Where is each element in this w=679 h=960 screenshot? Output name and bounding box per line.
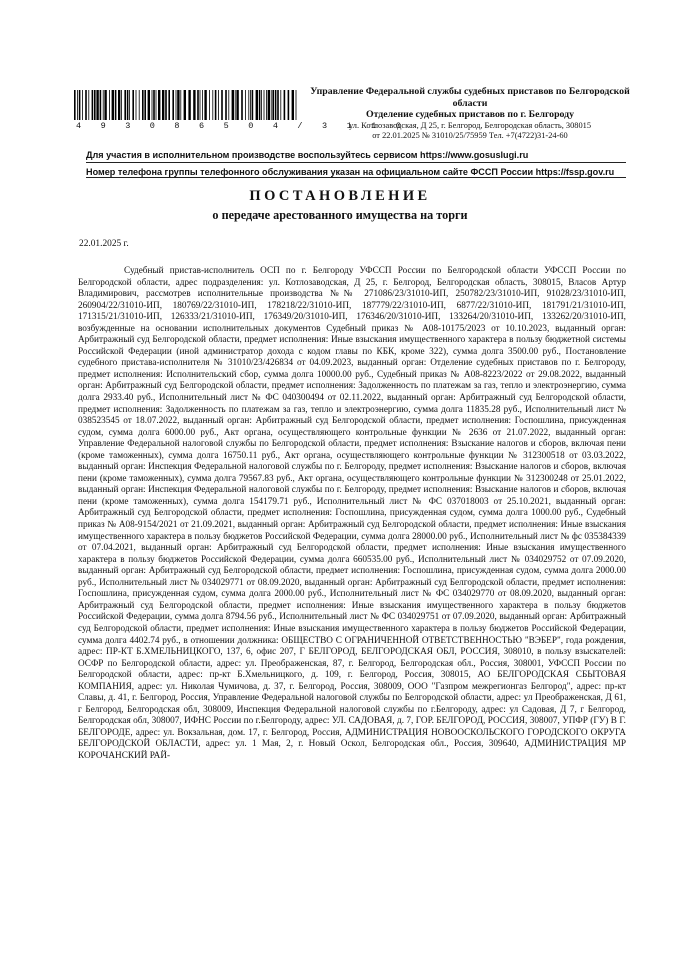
agency-name: Управление Федеральной службы судебных приставов по Белгородской области [310, 86, 630, 109]
barcode [74, 90, 298, 120]
agency-address: ул. Котлозаводская, Д 25, г. Белгород, Белгородская область, 308015 [348, 120, 592, 130]
registration-line: от 22.01.2025 № 31010/25/75959 Тел. +7(4722)31-24-60 [372, 130, 568, 140]
document-body: Судебный пристав-исполнитель ОСП по г. Белгороду УФССП России по Белгородской области УФССП России по Белгородской области, адрес подразделения: ул. Котлозаводская, Д 25, г. Белгород, Белгородская область, 308015, Власов Артур Владимирович, рассмотрев исполнительные производства №№ 271086/23/31010-ИП, 250782/23/31010-ИП, 91028/23/31010-ИП, 260904/22/31010-ИП, 180769/22/31010-ИП, 178218/22/31010-ИП, 187779/22/31010-ИП, 6877/22/31010-ИП, 181791/21/31010-ИП, 171315/21/31010-ИП, 126333/21/31010-ИП, 176349/20/31010-ИП, 176346/20/31010-ИП, 133264/20/31010-ИП, 133262/20/31010-ИП, возбужденные на основании исполнительных документов Судебный приказ № А08-10175/2023 от 10.10.2023, выданный орган: Арбитражный суд Белгородской области, предмет исполнения: Иные взыскания имущественного характера в пользу бюджетной системы Российской Федерации (иной администратор дохода с кодом главы по КБК, кроме 322), сумма долга 3500.00 руб., Постановление судебного пристава-исполнителя № 31010/23/426834 от 04.09.2023, выданный орган: Отделение судебных приставов по г. Белгороду, предмет исполнения: Исполнительский сбор, сумма долга 10000.00 руб., Судебный приказ № А08-8223/2022 от 29.08.2022, выданный орган: Арбитражный суд Белгородской области, предмет исполнения: Задолженность по платежам за газ, тепло и электроэнергию, сумма долга 2933.40 руб., Исполнительный лист № ФС 040300494 от 02.11.2022, выданный орган: Арбитражный суд Белгородской области, предмет исполнения: Задолженность по платежам за газ, тепло и электроэнергию, сумма долга 11835.28 руб., Исполнительный лист № 038523545 от 18.07.2022, выданный орган: Арбитражный суд Белгородской области, предмет исполнения: Госпошлина, присужденная судом, сумма долга 6000.00 руб., Акт органа, осуществляющего контрольные функции № 2636 от 21.07.2022, выданный орган: Управление Федеральной налоговой службы по Белгородской области, предмет исполнения: Взыскание налогов и сборов, включая пени (кроме таможенных), сумма долга 16750.11 руб., Акт органа, осуществляющего контрольные функции № 312300518 от 03.03.2022, выданный орган: Инспекция Федеральной налоговой службы по г. Белгороду, предмет исполнения: Взыскание налогов и сборов, включая пени (кроме таможенных), сумма долга 79567.83 руб., Акт органа, осуществляющего контрольные функции № 312300248 от 25.01.2022, выданный орган: Инспекция Федеральной налоговой службы по г. Белгороду, предмет исполнения: Взыскание налогов и сборов, включая пени (кроме таможенных), сумма долга 154179.71 руб., Исполнительный лист № ФС 037018003 от 25.10.2021, выданный орган: Арбитражный суд Белгородской области, предмет исполнения: Госпошлина, присужденная судом, сумма долга 1000.00 руб., Судебный приказ № А08-9154/2021 от 21.09.2021, выданный орган: Арбитражный суд Белгородской области, предмет исполнения: Иные взыскания имущественного характера в пользу бюджетов Российской Федерации, сумма долга 28000.00 руб., Исполнительный лист № фс 035384339 от 07.04.2021, выданный орган: Арбитражный суд Белгородской области, предмет исполнения: Иные взыскания имущественного характера в пользу бюджетов Российской Федерации, сумма долга 660535.00 руб., Исполнительный лист № 034029752 от 07.09.2020, выданный орган: Арбитражный суд Белгородской области, предмет исполнения: Госпошлина, присужденная судом, сумма долга 2000.00 руб., Исполнительный лист № 034029771 от 08.09.2020, выданный орган: Арбитражный суд Белгородской области, предмет исполнения: Госпошлина, присужденная судом, сумма долга 2000.00 руб., Исполнительный лист № ФС 034029770 от 08.09.2020, выданный орган: Арбитражный суд Белгородской области, предмет исполнения: Иные взыскания имущественного характера в пользу бюджетов Российской Федерации, сумма долга 8794.56 руб., Исполнительный лист № ФС 034029751 от 07.09.2020, выданный орган: Арбитражный суд Белгородской области, предмет исполнения: Иные взыскания имущественного характера в пользу бюджетов Российской Федерации, сумма долга 4402.74 руб., в отношении должника: ОБЩЕСТВО С ОГРАНИЧЕННОЙ ОТВЕТСТВЕННОСТЬЮ "ВЭБЕР", года рождения, адрес: ПР-КТ Б.ХМЕЛЬНИЦКОГО, 137, 6, офис 207, Г БЕЛГОРОД, БЕЛГОРОДСКАЯ ОБЛ, РОССИЯ, 308010, в пользу взыскателей: ОСФР по Белгородской области, адрес: ул. Преображенская, 87, г. Белгород, Белгородская обл., Россия, 308001, УФССП России по Белгородской области, адрес: пр-кт Б.Хмельницкого, д. 109, г. Белгород, Россия, 308015, АО БЕЛГОРОДСКАЯ СБЫТОВАЯ КОМПАНИЯ, адрес: ул. Николая Чумичова, д. 37, г. Белгород, Россия, 308009, ООО "Газпром межрегионгаз Белгород", адрес: пр-кт Славы, д. 41, г. Белгород, Россия, Управление Федеральной налоговой службы по Белгородской области, адрес: ул Преображенская, Д 61, г Белгород, Белгородская обл, 308009, Инспекция Федеральной налоговой службы по г.Белгороду, адрес: ул Садовая, Д 7, г Белгород, Белгородская обл, 308007, ИФНС России по г.Белгороду, адрес: УЛ. САДОВАЯ, д. 7, ГОР. БЕЛГОРОД, РОССИЯ, 308007, УПФР (ГУ) В Г. БЕЛГОРОДЕ, адрес: ул. Вокзальная, дом. 17, г. Белгород, Россия, АДМИНИСТРАЦИЯ НОВООСКОЛЬСКОГО ГОРОДСКОГО ОКРУГА БЕЛГОРОДСКОЙ ОБЛАСТИ, адрес: ул. 1 Мая, 2, г. Новый Оскол, Белгородская обл., Россия, 309640, АДМИНИСТРАЦИЯ МР КОРОЧАНСКИЙ РАЙ- [78, 266, 626, 761]
divider [86, 162, 626, 163]
gosuslugi-notice: Для участия в исполнительном производстве воспользуйтесь сервисом https://www.gosuslugi.ru [86, 150, 529, 160]
document-title: ПОСТАНОВЛЕНИЕ [249, 188, 431, 204]
agency-header [300, 86, 640, 141]
phone-notice: Номер телефона группы телефонного обслуживания указан на официальном сайте ФССП России https://fssp.gov.ru [86, 167, 615, 177]
divider [86, 177, 626, 178]
department-name: Отделение судебных приставов по г. Белгороду [366, 109, 574, 120]
barcode-digits: 4 9 3 0 8 6 5 0 4 / 3 1 1 0 [76, 121, 409, 131]
document-subtitle: о передаче арестованного имущества на торги [212, 208, 468, 222]
document-date: 22.01.2025 г. [79, 239, 129, 249]
